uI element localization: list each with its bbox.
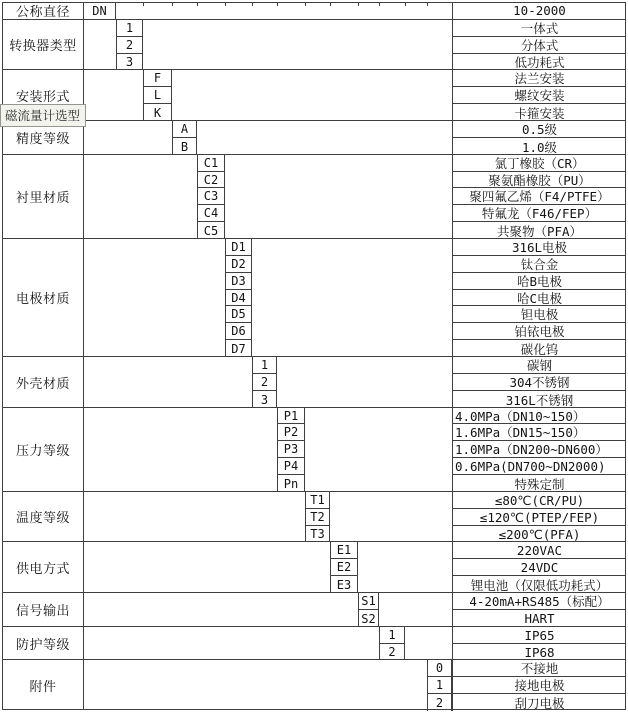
description-cell: 0.5级 [452, 121, 626, 138]
category-block [3, 491, 625, 541]
code-cell: E3 [330, 576, 358, 593]
description-cell: 4-20mA+RS485（标配） [452, 593, 626, 610]
description-cell: 哈C电极 [452, 290, 626, 306]
code-cell: C2 [197, 172, 225, 188]
category-cell: 衬里材质 [3, 155, 84, 238]
code-cell: F [143, 70, 172, 87]
description-cell: 4.0MPa（DN10~150） [452, 408, 626, 424]
description-cell: 10-2000 [452, 2, 626, 19]
description-cell: ≤80℃(CR/PU) [452, 492, 626, 509]
code-cell: D7 [225, 340, 252, 357]
category-cell: 压力等级 [3, 408, 84, 491]
code-cell: E2 [330, 559, 358, 576]
description-cell: 螺纹安装 [452, 87, 626, 104]
code-cell: 2 [116, 37, 143, 54]
category-block [3, 626, 625, 659]
code-cell: DN [83, 2, 116, 19]
tooltip: 磁流量计选型 [0, 104, 86, 127]
description-cell: 共聚物（PFA） [452, 222, 626, 239]
category-block [3, 69, 625, 120]
description-cell: 钛合金 [452, 256, 626, 273]
category-cell: 温度等级 [3, 492, 84, 541]
description-cell: 316L不锈钢 [452, 391, 626, 408]
description-cell: 316L电极 [452, 239, 626, 256]
category-cell: 附件 [3, 660, 84, 710]
code-cell: E1 [330, 542, 358, 559]
category-block [3, 19, 625, 69]
column-tick [427, 2, 428, 6]
category-cell: 防护等级 [3, 627, 84, 659]
category-block [3, 356, 625, 407]
description-cell: 聚氨酯橡胶（PU） [452, 172, 626, 188]
category-block [3, 120, 625, 154]
code-cell: D2 [225, 256, 252, 273]
code-cell: D5 [225, 306, 252, 323]
column-tick [277, 2, 278, 6]
description-cell: 1.0MPa（DN200~DN600） [452, 441, 626, 458]
description-cell: 分体式 [452, 37, 626, 54]
description-cell: 304不锈钢 [452, 374, 626, 391]
description-cell: 哈B电极 [452, 273, 626, 290]
description-cell: 1.0级 [452, 138, 626, 155]
code-cell: 2 [252, 374, 277, 391]
code-cell: 2 [379, 644, 405, 660]
description-cell: 一体式 [452, 20, 626, 37]
code-cell: C3 [197, 188, 225, 205]
category-cell: 信号输出 [3, 593, 84, 626]
code-cell: 3 [252, 391, 277, 408]
description-cell: ≤200℃(PFA) [452, 526, 626, 542]
column-tick [172, 2, 173, 6]
code-cell: D4 [225, 290, 252, 306]
category-cell: 电极材质 [3, 239, 84, 356]
description-cell: 不接地 [452, 660, 626, 677]
description-cell: 特殊定制 [452, 475, 626, 492]
code-cell: 1 [379, 627, 405, 644]
category-cell: 转换器类型 [3, 20, 84, 69]
code-cell: C1 [197, 155, 225, 172]
column-tick [225, 2, 226, 6]
description-cell: 卡箍安装 [452, 104, 626, 121]
category-block [3, 238, 625, 356]
code-cell: T3 [305, 526, 330, 542]
code-cell: D6 [225, 323, 252, 340]
category-block [3, 407, 625, 491]
code-cell: 1 [116, 20, 143, 37]
column-tick [197, 2, 198, 6]
code-cell: B [172, 138, 197, 155]
code-cell: Pn [277, 475, 305, 492]
code-cell: D1 [225, 239, 252, 256]
code-cell: P4 [277, 458, 305, 475]
category-block [3, 541, 625, 592]
description-cell: 法兰安装 [452, 70, 626, 87]
description-cell: HART [452, 610, 626, 627]
description-cell: IP65 [452, 627, 626, 644]
description-cell: 聚四氟乙烯（F4/PTFE） [452, 188, 626, 205]
category-block [3, 154, 625, 238]
code-cell: C5 [197, 222, 225, 239]
code-cell: T1 [305, 492, 330, 509]
description-cell: 刮刀电极 [452, 694, 626, 711]
category-cell: 精度等级 [3, 121, 84, 154]
code-cell: C4 [197, 205, 225, 222]
code-cell: K [143, 104, 172, 121]
category-block [3, 659, 625, 710]
code-cell: 2 [427, 694, 452, 711]
code-cell: 0 [427, 660, 452, 677]
code-cell: 1 [427, 677, 452, 694]
column-tick [358, 2, 359, 6]
description-cell: 24VDC [452, 559, 626, 576]
code-cell: L [143, 87, 172, 104]
column-tick [379, 2, 380, 6]
column-tick [452, 2, 453, 6]
code-cell: P1 [277, 408, 305, 424]
category-block [3, 2, 625, 19]
description-cell: 钽电极 [452, 306, 626, 323]
description-cell: IP68 [452, 644, 626, 660]
description-cell: 特氟龙（F46/FEP） [452, 205, 626, 222]
code-cell: S1 [358, 593, 379, 610]
category-cell: 公称直径 [3, 2, 84, 19]
description-cell: 碳化钨 [452, 340, 626, 357]
code-cell: P3 [277, 441, 305, 458]
selection-table [2, 2, 626, 710]
column-tick [330, 2, 331, 6]
code-cell: 1 [252, 357, 277, 374]
column-tick [252, 2, 253, 6]
description-cell: 低功耗式 [452, 54, 626, 70]
category-cell: 外壳材质 [3, 357, 84, 407]
category-cell: 安装形式 [3, 70, 84, 120]
category-block [3, 592, 625, 626]
description-cell: 锂电池（仅限低功耗式） [452, 576, 626, 593]
column-tick [143, 2, 144, 6]
description-cell: ≤120℃(PTEP/FEP) [452, 509, 626, 526]
description-cell: 0.6MPa(DN700~DN2000) [452, 458, 626, 475]
code-cell: A [172, 121, 197, 138]
code-cell: P2 [277, 424, 305, 441]
column-tick [405, 2, 406, 6]
description-cell: 碳钢 [452, 357, 626, 374]
code-cell: T2 [305, 509, 330, 526]
column-tick [305, 2, 306, 6]
code-cell: 3 [116, 54, 143, 70]
description-cell: 氯丁橡胶（CR） [452, 155, 626, 172]
description-cell: 接地电极 [452, 677, 626, 694]
description-cell: 220VAC [452, 542, 626, 559]
description-cell: 铂铱电极 [452, 323, 626, 340]
code-cell: S2 [358, 610, 379, 627]
code-cell: D3 [225, 273, 252, 290]
category-cell: 供电方式 [3, 542, 84, 592]
description-cell: 1.6MPa（DN15~150） [452, 424, 626, 441]
